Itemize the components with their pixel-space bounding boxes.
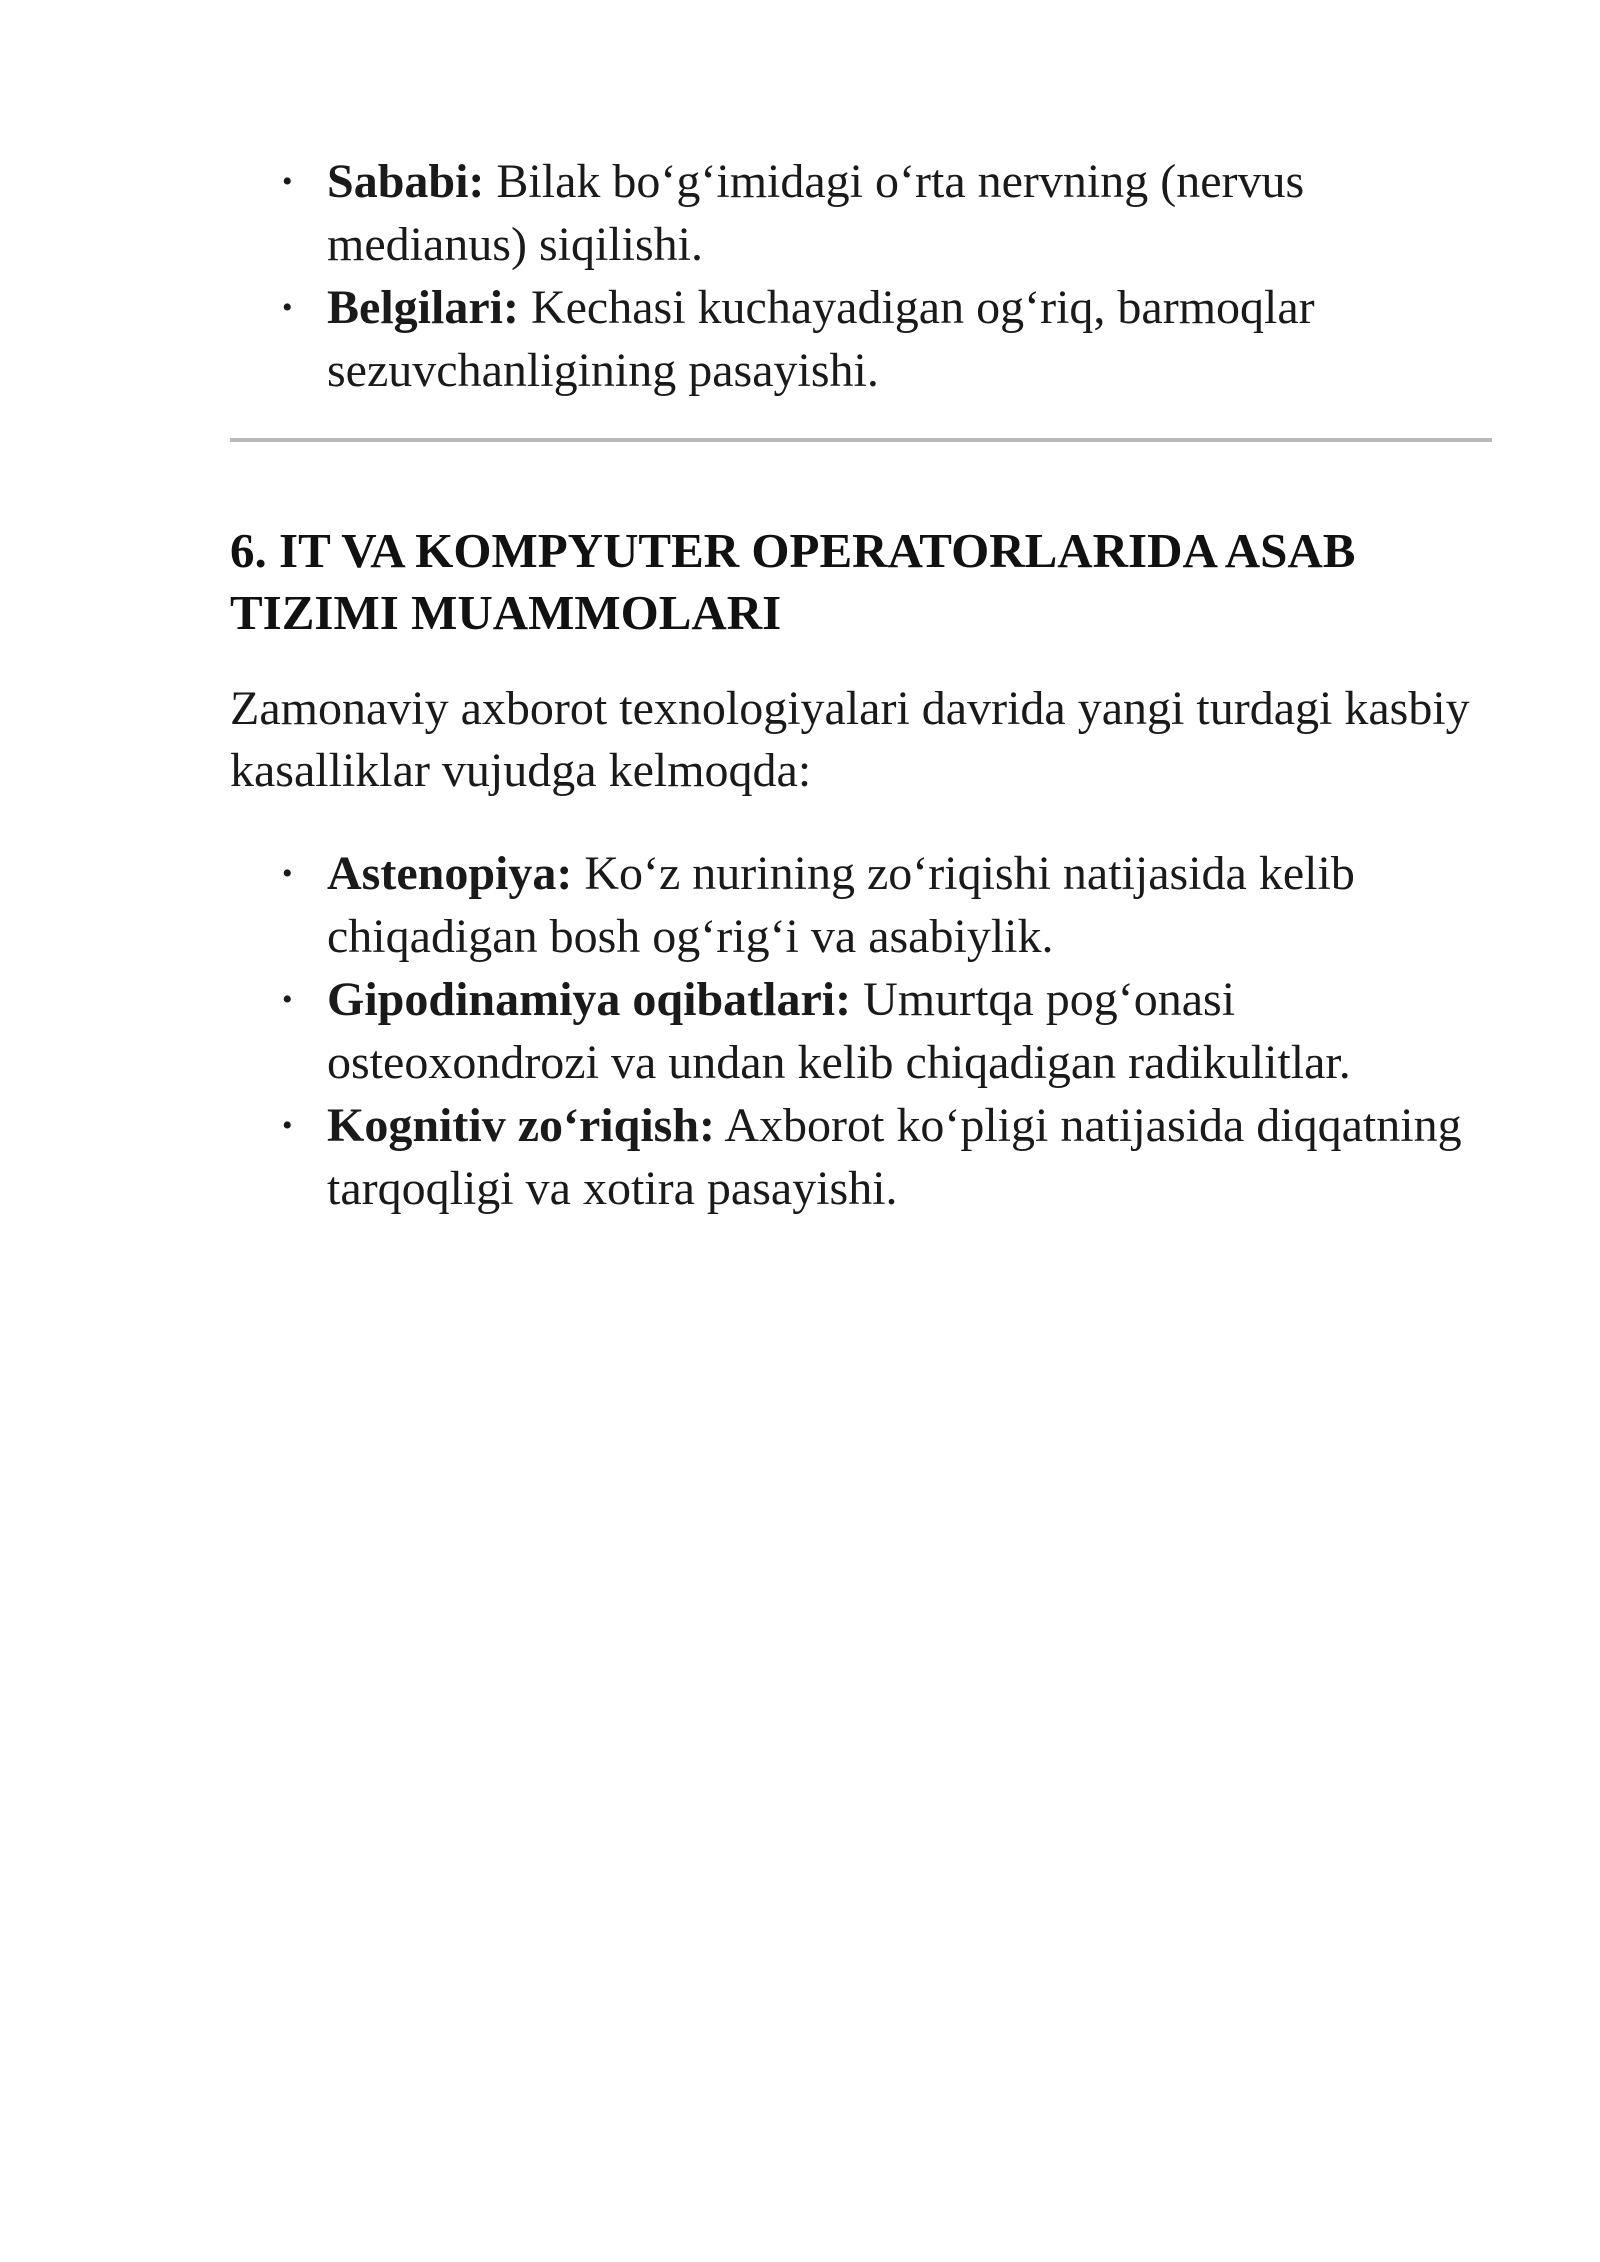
bullet-icon: • xyxy=(282,1109,293,1142)
bullet-icon: • xyxy=(282,165,293,198)
bullet-icon: • xyxy=(282,291,293,324)
list-item-text: Bilak bo‘g‘imidagi o‘rta nervning (nervus medianus) siqilishi. xyxy=(327,155,1305,271)
list-item-text: Ko‘z nurining zo‘riqishi natijasida kelib chiqadigan bosh og‘rig‘i va asabiylik. xyxy=(327,847,1355,963)
list-item xyxy=(230,968,1490,1094)
list-item xyxy=(230,150,1490,276)
list-item-text: Umurtqa pog‘onasi osteoxondrozi va undan kelib chiqadigan radikulitlar. xyxy=(327,973,1351,1089)
list-item-term: Kognitiv zo‘riqish: xyxy=(327,1099,716,1152)
horizontal-divider xyxy=(230,438,1492,442)
list-item xyxy=(230,842,1490,968)
section-list xyxy=(230,842,1490,1220)
symptom-list xyxy=(230,150,1490,402)
list-item-text: Axborot ko‘pligi natijasida diqqatning tarqoqligi va xotira pasayishi. xyxy=(327,1099,1462,1215)
list-item xyxy=(230,276,1490,402)
list-item-term: Belgilari: xyxy=(327,281,519,334)
list-item-term: Astenopiya: xyxy=(327,847,573,900)
list-item-term: Gipodinamiya oqibatlari: xyxy=(327,973,852,1026)
list-item xyxy=(230,1094,1490,1220)
bullet-icon: • xyxy=(282,857,293,890)
section-intro: Zamonaviy axborot texnologiyalari davrida yangi turdagi kasbiy kasalliklar vujudga kelmoqda: xyxy=(230,682,1470,797)
document-page xyxy=(230,150,1490,1220)
list-item-text: Kechasi kuchayadigan og‘riq, barmoqlar sezuvchanligining pasayishi. xyxy=(327,281,1315,397)
bullet-icon: • xyxy=(282,983,293,1016)
list-item-term: Sababi: xyxy=(327,155,485,208)
section-title: 6. IT VA KOMPYUTER OPERATORLARIDA ASAB TIZIMI MUAMMOLARI xyxy=(230,523,1356,640)
